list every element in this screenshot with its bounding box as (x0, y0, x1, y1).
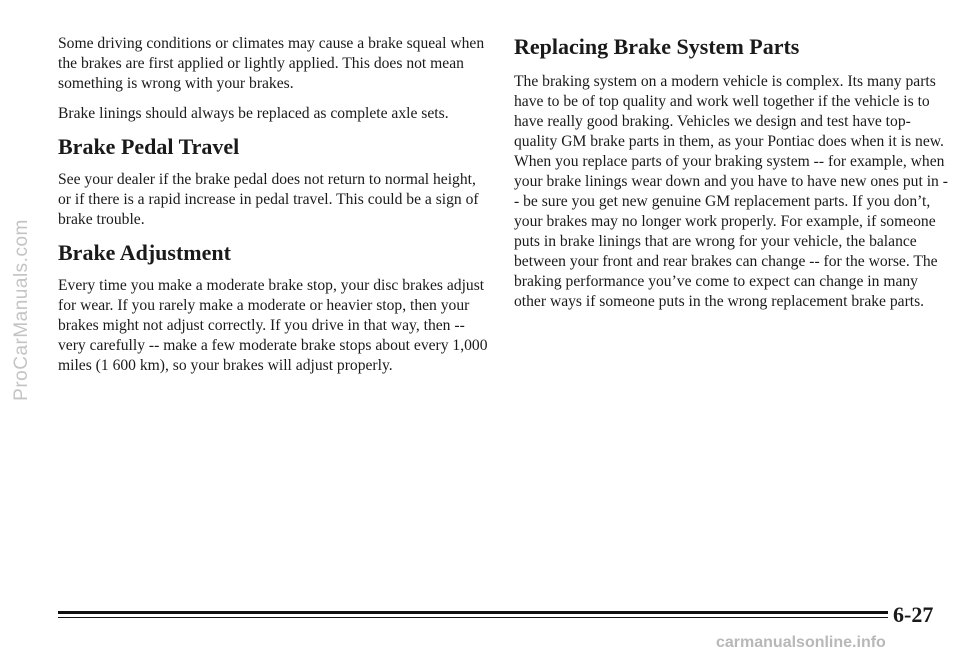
brake-pedal-travel-heading: Brake Pedal Travel (58, 134, 240, 159)
brake-pedal-paragraph: See your dealer if the brake pedal does not return to normal height, or if there is a rapid increase in pedal travel. This could be a sign of brake trouble. (58, 171, 479, 228)
brake-adjustment-paragraph: Every time you make a moderate brake stop, your disc brakes adjust for wear. If you rarely make a moderate or heavier stop, then your brakes might not adjust correctly. If you drive in that way, then -- very carefully -- make a few moderate brake stops about every 1,000 miles (1 600 km), so your brakes will adjust properly. (58, 277, 488, 374)
replacing-brake-parts-heading: Replacing Brake System Parts (514, 34, 800, 59)
right-column (514, 34, 950, 322)
watermark-text: ProCarManuals.com (11, 219, 33, 401)
brake-adjustment-heading: Brake Adjustment (58, 240, 231, 265)
page-number: 6-27 (893, 602, 934, 627)
footer-rule-thin (58, 617, 888, 618)
brake-linings-paragraph: Brake linings should always be replaced as complete axle sets. (58, 105, 449, 122)
brake-squeal-paragraph: Some driving conditions or climates may cause a brake squeal when the brakes are first applied or lightly applied. This does not mean something is wrong with your brakes. (58, 35, 485, 92)
footer-rule-thick (58, 611, 888, 614)
replacing-brake-parts-paragraph: The braking system on a modern vehicle is complex. Its many parts have to be of top quality and work well together if the vehicle is to have really good braking. Vehicles we design and test have top-quality GM brake parts in them, as your Pontiac does when it is new. When you replace parts of your braking system -- for example, when your brake linings wear down and you have to have new ones put in -- be sure you get new genuine GM replacement parts. If you don’t, your brakes may no longer work properly. For example, if someone puts in brake linings that are wrong for your vehicle, the balance between your front and rear brakes can change -- for the worse. The braking performance you’ve come to expect can change in many other ways if someone puts in the wrong replacement brake parts. (514, 73, 948, 310)
side-watermark (2, 110, 42, 510)
left-column (58, 34, 490, 386)
footer-watermark: carmanualsonline.info (716, 634, 886, 651)
